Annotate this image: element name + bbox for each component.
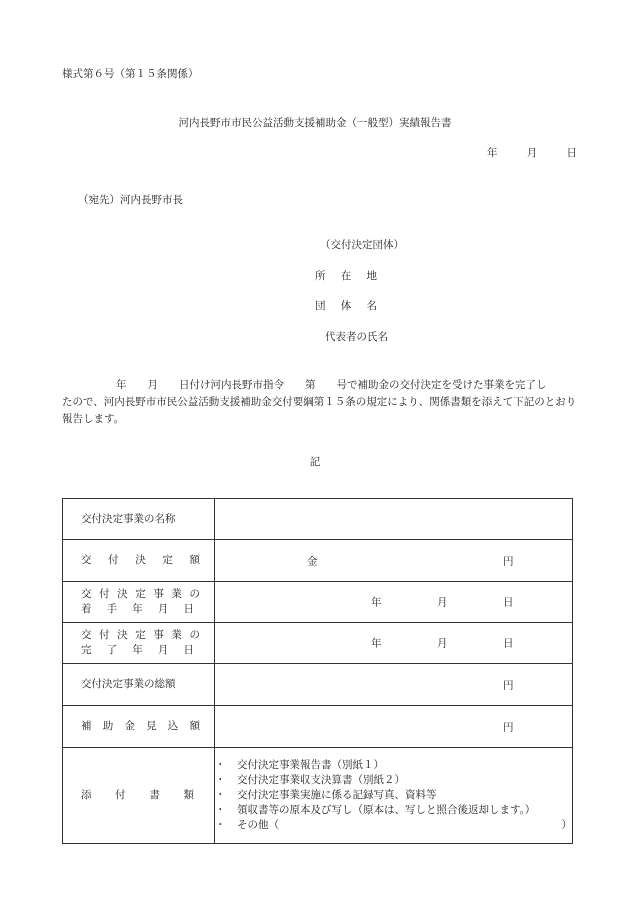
total-amount-label: 交付決定事業の総額 — [63, 664, 215, 706]
char: の — [189, 588, 200, 600]
char: 書 — [149, 789, 160, 801]
char: 名 — [366, 300, 377, 312]
char: 了 — [106, 644, 118, 656]
char: 見 — [146, 720, 157, 732]
char: 込 — [167, 720, 179, 732]
month-unit: 月 — [437, 637, 448, 650]
list-item — [215, 818, 572, 833]
char: 月 — [157, 603, 169, 615]
bullet: ・ — [215, 789, 226, 801]
body-rest: たので、河内長野市市民公益活動支援補助金交付要綱第１５条の規定により、関係書類を添えて下記のとおり報告します。 — [62, 396, 577, 425]
char: 交 — [81, 629, 92, 641]
char: 定 — [135, 629, 146, 641]
bullet: ・ — [215, 759, 226, 771]
char: 助 — [102, 720, 114, 732]
bullet: ・ — [215, 774, 226, 786]
char: 付 — [115, 789, 126, 801]
yen-unit: 円 — [503, 721, 514, 733]
char: 補 — [81, 720, 92, 732]
char: 体 — [340, 300, 352, 312]
project-name-label: 交付決定事業の名称 — [63, 499, 215, 540]
char: 添 — [81, 789, 92, 801]
start-date-field[interactable] — [215, 582, 573, 623]
yen-unit: 円 — [503, 555, 514, 567]
list-item — [215, 758, 572, 773]
date-month: 月 — [526, 147, 538, 159]
char: 決 — [117, 629, 128, 641]
char: 日 — [183, 644, 194, 656]
end-date-field[interactable] — [215, 623, 573, 664]
char: 団 — [315, 300, 326, 312]
yen-unit: 円 — [503, 679, 514, 691]
table-row — [63, 540, 573, 582]
char: 付 — [108, 554, 119, 566]
char: 地 — [366, 270, 377, 282]
subsidy-amount-field[interactable] — [215, 706, 573, 748]
day-unit: 日 — [503, 596, 514, 609]
char: 事 — [153, 629, 164, 641]
end-date-label — [63, 623, 215, 664]
recipient-representative-label: 代表者の氏名 — [325, 331, 388, 343]
recipient-address-label — [315, 268, 377, 283]
char: 月 — [157, 644, 169, 656]
attachments-list — [215, 748, 573, 844]
char: 決 — [135, 554, 146, 566]
char: 完 — [81, 644, 92, 656]
char: 額 — [189, 720, 200, 732]
list-item — [215, 788, 572, 803]
char: 付 — [99, 629, 110, 641]
char: 業 — [171, 588, 182, 600]
attachment-text: 交付決定事業収支決算書（別紙２） — [237, 774, 405, 786]
project-name-field[interactable] — [215, 499, 573, 540]
table-row — [63, 664, 573, 706]
date-line — [487, 145, 577, 160]
char: 付 — [99, 588, 110, 600]
table-row — [63, 706, 573, 748]
date-year: 年 — [487, 147, 498, 159]
form-number: 様式第６号（第１５条関係） — [62, 68, 199, 80]
table-row — [63, 499, 573, 540]
month-unit: 月 — [437, 596, 448, 609]
attachment-text: 交付決定事業実施に係る記録写真、資料等 — [237, 789, 437, 801]
char: 日 — [183, 603, 194, 615]
list-item — [215, 773, 572, 788]
char: 決 — [117, 588, 128, 600]
char: 類 — [183, 789, 194, 801]
body-line-1: 年 月 日付け河内長野市指令 第 号で補助金の交付決定を受けた事業を完了し — [116, 379, 547, 391]
amount-prefix: 金 — [307, 555, 318, 567]
char: 定 — [135, 588, 146, 600]
char: 業 — [171, 629, 182, 641]
subsidy-amount-label — [63, 706, 215, 748]
char: 着 — [81, 603, 92, 615]
day-unit: 日 — [503, 637, 514, 650]
decision-amount-field[interactable] — [215, 540, 573, 582]
year-unit: 年 — [371, 637, 382, 650]
attachments-label — [63, 748, 215, 844]
note-heading: 記 — [309, 456, 321, 468]
char: 年 — [132, 644, 143, 656]
date-day: 日 — [566, 147, 577, 159]
char: 交 — [81, 554, 92, 566]
start-date-label — [63, 582, 215, 623]
char: 所 — [315, 270, 326, 282]
list-item — [215, 803, 572, 818]
table-row — [63, 582, 573, 623]
attachment-text: 交付決定事業報告書（別紙１） — [237, 759, 384, 771]
total-amount-field[interactable] — [215, 664, 573, 706]
char: 額 — [189, 554, 200, 566]
recipient-heading: （交付決定団体） — [320, 239, 404, 251]
recipient-group-label — [315, 298, 377, 313]
addressee: （宛先）河内長野市長 — [78, 194, 183, 206]
char: 金 — [124, 720, 135, 732]
char: 手 — [106, 603, 118, 615]
bullet: ・ — [215, 819, 226, 831]
bullet: ・ — [215, 804, 226, 816]
char: 事 — [153, 588, 164, 600]
char: 交 — [81, 588, 92, 600]
report-table — [62, 498, 573, 844]
close-paren: ） — [561, 819, 572, 831]
table-row — [63, 748, 573, 844]
year-unit: 年 — [371, 596, 382, 609]
table-row — [63, 623, 573, 664]
char: 定 — [162, 554, 173, 566]
body-text — [62, 377, 577, 428]
attachment-text: 領収書等の原本及び写し（原本は、写しと照合後返却します。） — [237, 804, 536, 816]
decision-amount-label — [63, 540, 215, 582]
char: 在 — [340, 270, 352, 282]
attachment-text: その他（ — [237, 819, 279, 831]
char: の — [189, 629, 200, 641]
char: 年 — [132, 603, 143, 615]
document-title: 河内長野市市民公益活動支援補助金（一般型）実績報告書 — [178, 117, 452, 129]
